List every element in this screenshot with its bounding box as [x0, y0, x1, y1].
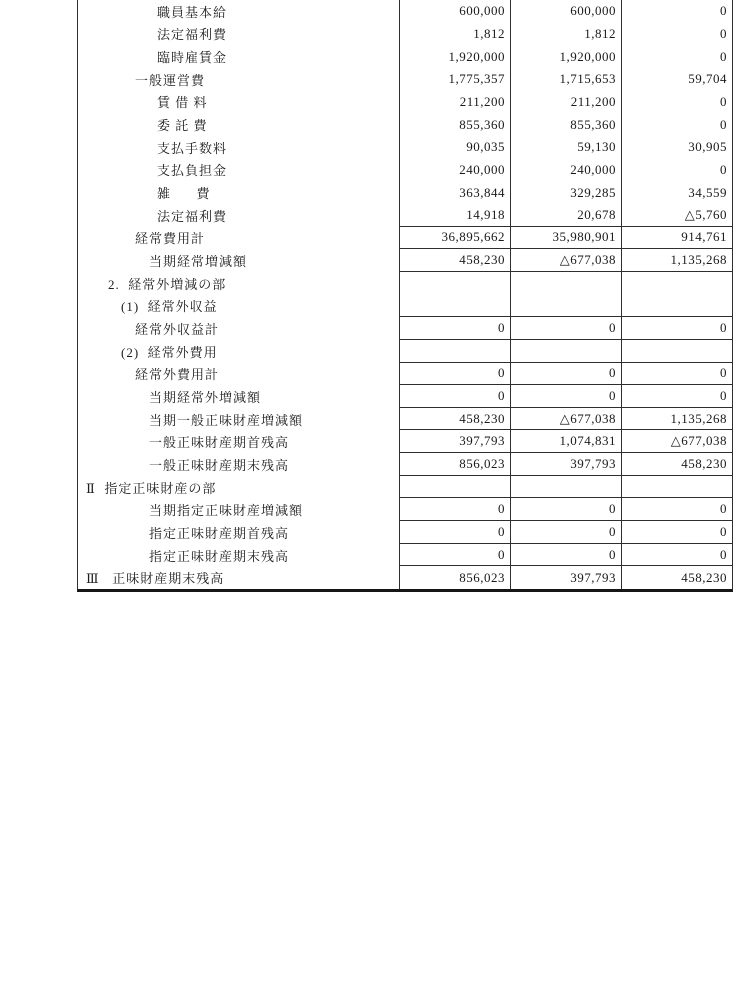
amount-cell: 0 [621, 498, 732, 521]
amount-cell: 600,000 [510, 0, 621, 23]
amount-cell: 1,135,268 [621, 249, 732, 272]
table-row [78, 385, 732, 408]
amount-cell: 458,230 [399, 408, 510, 431]
table-row [78, 227, 732, 250]
amount-cell: 914,761 [621, 227, 732, 250]
amount-cell: 240,000 [399, 159, 510, 182]
amount-cell: 1,812 [510, 23, 621, 46]
amount-cell: 30,905 [621, 136, 732, 159]
row-label: (2) 経常外費用 [121, 344, 218, 360]
row-label: 一般運営費 [135, 72, 206, 88]
row-label: 一般正味財産期末残高 [149, 457, 290, 473]
row-label: 指定正味財産期末残高 [149, 548, 290, 564]
row-label: 支払手数料 [157, 140, 228, 156]
row-label: 職員基本給 [157, 4, 228, 20]
amount-cell [621, 295, 732, 318]
row-label: 臨時雇賃金 [157, 50, 228, 66]
table-row [78, 363, 732, 386]
amount-cell: 1,715,653 [510, 68, 621, 91]
amount-cell: 397,793 [510, 566, 621, 589]
amount-cell: 1,074,831 [510, 430, 621, 453]
table-row [78, 272, 732, 295]
amount-cell: 36,895,662 [399, 227, 510, 250]
table-row [78, 498, 732, 521]
row-label: 経常外費用計 [135, 367, 220, 383]
amount-cell [399, 272, 510, 295]
table-row [78, 113, 732, 136]
amount-cell: 0 [621, 317, 732, 340]
amount-cell [510, 295, 621, 318]
amount-cell: 240,000 [510, 159, 621, 182]
amount-cell: △677,038 [621, 430, 732, 453]
amount-cell: 0 [510, 498, 621, 521]
row-label: 経常費用計 [135, 231, 206, 247]
table-row [78, 476, 732, 499]
table-row [78, 566, 732, 589]
amount-cell: 90,035 [399, 136, 510, 159]
table-row [78, 430, 732, 453]
amount-cell: 35,980,901 [510, 227, 621, 250]
amount-cell: 363,844 [399, 181, 510, 204]
amount-cell [399, 476, 510, 499]
row-label: Ⅱ 指定正味財産の部 [86, 480, 217, 496]
amount-cell [621, 272, 732, 295]
table-row [78, 23, 732, 46]
row-label: 当期一般正味財産増減額 [149, 412, 304, 428]
row-label: 法定福利費 [157, 208, 228, 224]
amount-cell [510, 476, 621, 499]
amount-cell: △5,760 [621, 204, 732, 227]
table-row [78, 68, 732, 91]
row-label: 指定正味財産期首残高 [149, 525, 290, 541]
amount-cell [399, 340, 510, 363]
amount-cell: 0 [399, 363, 510, 386]
amount-cell [621, 476, 732, 499]
row-label: 委 託 費 [157, 118, 208, 134]
row-label: 一般正味財産期首残高 [149, 435, 290, 451]
table-row [78, 0, 732, 23]
row-label: 経常外収益計 [135, 322, 220, 338]
net-assets-statement-table [77, 0, 733, 592]
amount-cell [621, 340, 732, 363]
table-row [78, 317, 732, 340]
amount-cell: 0 [621, 385, 732, 408]
table-row [78, 544, 732, 567]
table-row [78, 181, 732, 204]
table-row [78, 159, 732, 182]
row-label: 法定福利費 [157, 27, 228, 43]
amount-cell: 0 [399, 498, 510, 521]
row-label: 賃 借 料 [157, 95, 208, 111]
amount-cell: 856,023 [399, 453, 510, 476]
row-label: 支払負担金 [157, 163, 228, 179]
amount-cell: △677,038 [510, 249, 621, 272]
row-label: 当期経常増減額 [149, 254, 248, 270]
amount-cell: 458,230 [621, 453, 732, 476]
amount-cell: 458,230 [621, 566, 732, 589]
amount-cell: 1,775,357 [399, 68, 510, 91]
amount-cell: 329,285 [510, 181, 621, 204]
amount-cell: 211,200 [399, 91, 510, 114]
amount-cell: 14,918 [399, 204, 510, 227]
amount-cell: 0 [621, 113, 732, 136]
row-label: 当期指定正味財産増減額 [149, 503, 304, 519]
amount-cell: 0 [510, 363, 621, 386]
amount-cell: 59,130 [510, 136, 621, 159]
amount-cell: 0 [621, 23, 732, 46]
amount-cell: 600,000 [399, 0, 510, 23]
amount-cell: 458,230 [399, 249, 510, 272]
row-label: 当期経常外増減額 [149, 389, 262, 405]
table-row [78, 136, 732, 159]
amount-cell: 20,678 [510, 204, 621, 227]
amount-cell: 0 [399, 521, 510, 544]
amount-cell: 1,920,000 [399, 45, 510, 68]
table-row [78, 45, 732, 68]
amount-cell: 855,360 [510, 113, 621, 136]
amount-cell: 1,920,000 [510, 45, 621, 68]
amount-cell: 856,023 [399, 566, 510, 589]
table-row [78, 295, 732, 318]
amount-cell: 0 [621, 521, 732, 544]
amount-cell [510, 340, 621, 363]
table-row [78, 453, 732, 476]
amount-cell: 0 [621, 159, 732, 182]
amount-cell: 0 [399, 544, 510, 567]
amount-cell: 0 [399, 385, 510, 408]
amount-cell: 0 [510, 385, 621, 408]
amount-cell: 1,812 [399, 23, 510, 46]
amount-cell [399, 295, 510, 318]
amount-cell: 0 [621, 544, 732, 567]
amount-cell: 211,200 [510, 91, 621, 114]
amount-cell: 59,704 [621, 68, 732, 91]
amount-cell: 397,793 [510, 453, 621, 476]
row-label: 雑 費 [157, 186, 211, 202]
table-row [78, 408, 732, 431]
amount-cell [510, 272, 621, 295]
table-row [78, 249, 732, 272]
amount-cell: △677,038 [510, 408, 621, 431]
table-row [78, 340, 732, 363]
table-row [78, 91, 732, 114]
amount-cell: 0 [621, 91, 732, 114]
amount-cell: 0 [510, 544, 621, 567]
amount-cell: 0 [621, 0, 732, 23]
amount-cell: 0 [510, 521, 621, 544]
amount-cell: 855,360 [399, 113, 510, 136]
amount-cell: 0 [510, 317, 621, 340]
amount-cell: 34,559 [621, 181, 732, 204]
row-label: Ⅲ 正味財産期末残高 [86, 571, 225, 587]
amount-cell: 1,135,268 [621, 408, 732, 431]
table-row [78, 204, 732, 227]
row-label: 2. 経常外増減の部 [108, 276, 227, 292]
amount-cell: 397,793 [399, 430, 510, 453]
row-label: (1) 経常外収益 [121, 299, 218, 315]
amount-cell: 0 [621, 363, 732, 386]
amount-cell: 0 [399, 317, 510, 340]
table-row [78, 521, 732, 544]
amount-cell: 0 [621, 45, 732, 68]
